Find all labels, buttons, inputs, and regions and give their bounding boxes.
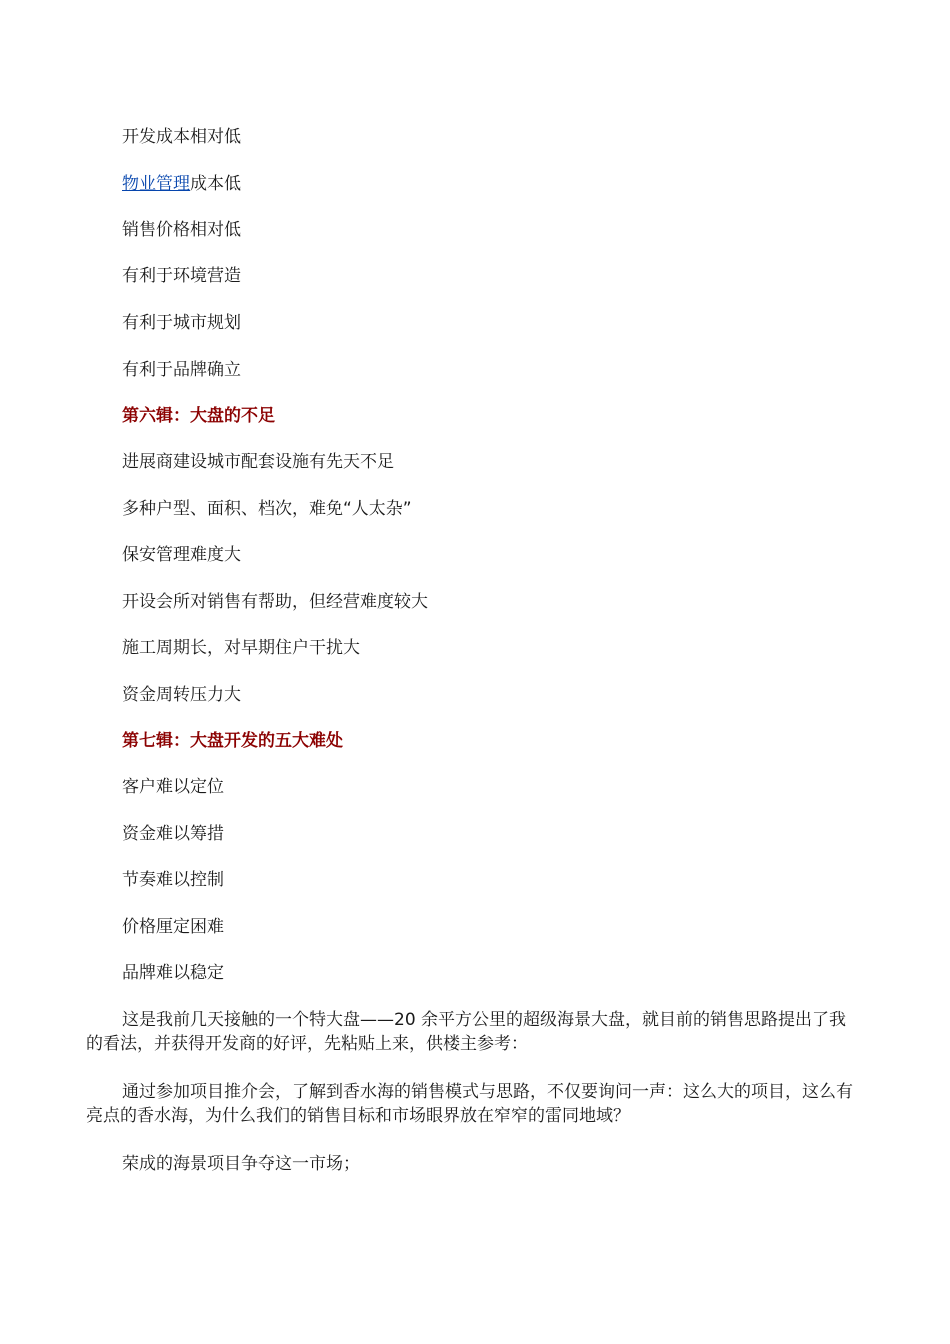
advantage-item-1: 开发成本相对低 [122,127,241,147]
advantage-item-5: 有利于城市规划 [122,313,241,333]
section-7-item: 节奏难以控制 [122,870,224,890]
section-6-item: 资金周转压力大 [122,685,241,705]
section-7-heading: 第七辑：大盘开发的五大难处 [122,731,343,751]
section-6-heading: 第六辑：大盘的不足 [122,406,275,426]
body-paragraph-3: 荣成的海景项目争夺这一市场； [122,1154,360,1174]
property-management-link[interactable]: 物业管理 [122,174,190,194]
section-6-item: 保安管理难度大 [122,545,241,565]
advantage-item-3: 销售价格相对低 [122,220,241,240]
section-7-item: 价格厘定困难 [122,917,224,937]
advantage-item-2-rest: 成本低 [190,174,241,194]
section-6-item: 开设会所对销售有帮助，但经营难度较大 [122,592,428,612]
section-6-item: 进展商建设城市配套设施有先天不足 [122,452,394,472]
section-7-item: 客户难以定位 [122,777,224,797]
advantage-item-2 [122,172,241,196]
advantage-item-4: 有利于环境营造 [122,266,241,286]
body-paragraph-2: 通过参加项目推介会，了解到香水海的销售模式与思路，不仅要询问一声：这么大的项目，这么有亮点的香水海，为什么我们的销售目标和市场眼界放在窄窄的雷同地域？ [86,1082,853,1126]
section-7-item: 资金难以筹措 [122,824,224,844]
section-7-item: 品牌难以稳定 [122,963,224,983]
advantage-item-6: 有利于品牌确立 [122,360,241,380]
section-6-item: 施工周期长，对早期住户干扰大 [122,638,360,658]
section-6-item: 多种户型、面积、档次，难免“人太杂” [122,499,412,519]
body-paragraph-1: 这是我前几天接触的一个特大盘——20 余平方公里的超级海景大盘，就目前的销售思路提出了我的看法，并获得开发商的好评，先粘贴上来，供楼主参考： [86,1010,847,1054]
